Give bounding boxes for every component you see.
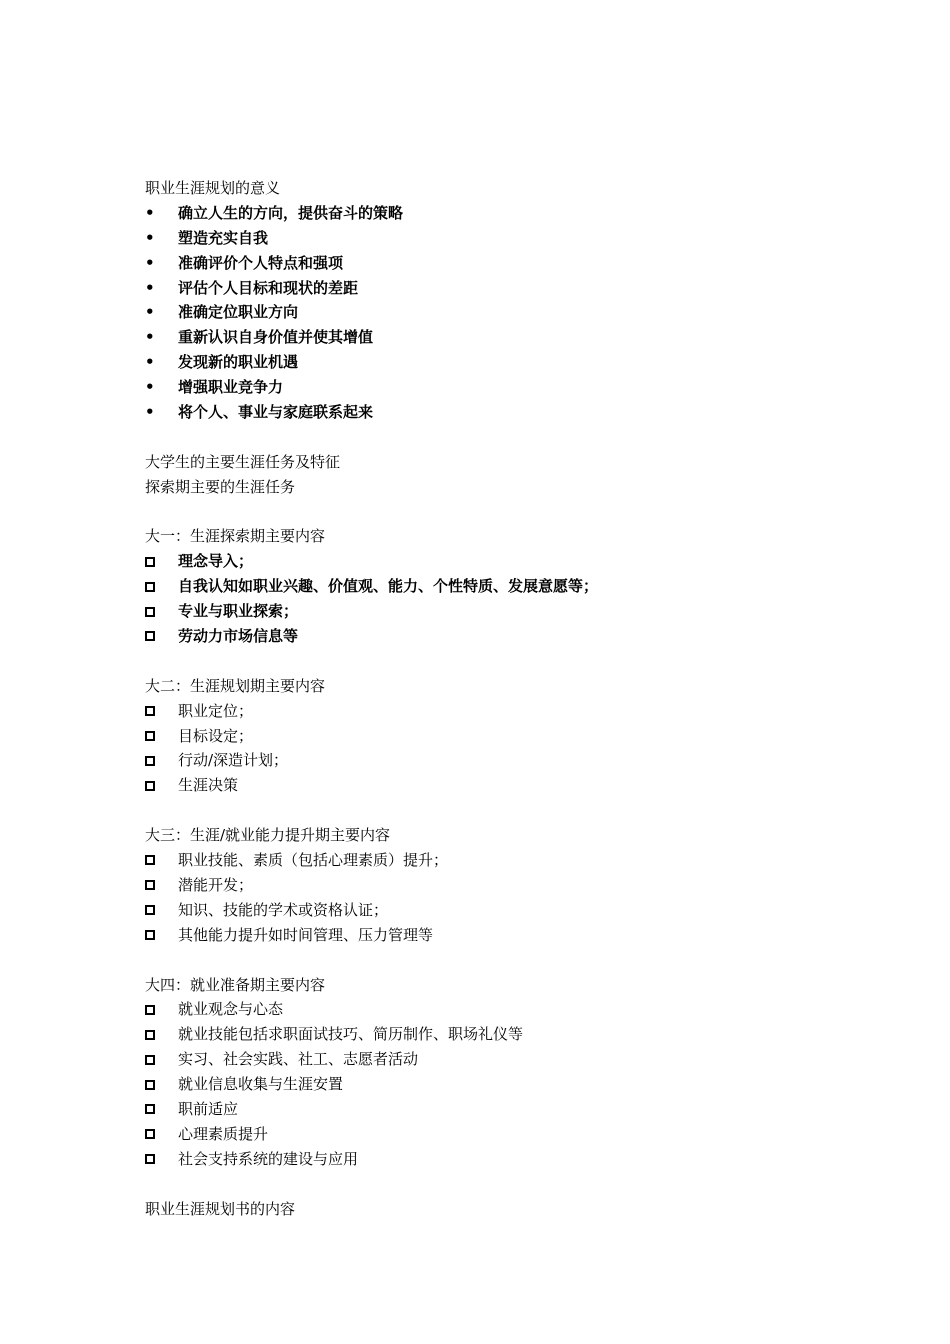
list-item: • 确立人生的方向，提供奋斗的策略 — [145, 201, 905, 226]
list-item: • 增强职业竞争力 — [145, 375, 905, 400]
blank-line — [145, 1172, 905, 1197]
list-item: 就业观念与心态 — [145, 997, 905, 1022]
blank-line — [145, 948, 905, 973]
checkbox-marker-icon — [145, 582, 178, 592]
section-title-significance: 职业生涯规划的意义 — [145, 179, 281, 197]
checkbox-marker-icon — [145, 557, 178, 567]
blank-line — [145, 425, 905, 450]
checkbox-marker-icon — [145, 731, 178, 741]
document-page — [145, 176, 905, 1221]
year2-title: 大二：生涯规划期主要内容 — [145, 676, 326, 695]
checkbox-marker-icon — [145, 756, 178, 766]
section-title-tasks: 大学生的主要生涯任务及特征 — [145, 452, 341, 471]
section-title-plan-contents: 职业生涯规划书的内容 — [145, 1199, 296, 1218]
bullet-marker: • — [145, 328, 155, 347]
list-item: • 准确定位职业方向 — [145, 300, 905, 325]
list-item: 职业定位； — [145, 699, 905, 724]
list-item: 自我认知如职业兴趣、价值观、能力、个性特质、发展意愿等； — [145, 574, 905, 599]
list-item: • 塑造充实自我 — [145, 226, 905, 251]
list-item: 专业与职业探索； — [145, 599, 905, 624]
bullet-marker: • — [145, 353, 155, 372]
bullet-marker: • — [145, 253, 155, 272]
list-item: 劳动力市场信息等 — [145, 624, 905, 649]
checkbox-marker-icon — [145, 905, 178, 915]
bullet-marker: • — [145, 203, 155, 222]
list-item: • 发现新的职业机遇 — [145, 350, 905, 375]
list-item: 潜能开发； — [145, 873, 905, 898]
significance-list — [145, 201, 905, 425]
section-subtitle-exploration: 探索期主要的生涯任务 — [145, 477, 296, 496]
list-item: 实习、社会实践、社工、志愿者活动 — [145, 1047, 905, 1072]
list-item: 社会支持系统的建设与应用 — [145, 1147, 905, 1172]
bullet-marker: • — [145, 228, 155, 247]
checkbox-marker-icon — [145, 1154, 178, 1164]
list-item: 目标设定； — [145, 724, 905, 749]
list-item: • 评估个人目标和现状的差距 — [145, 276, 905, 301]
checkbox-marker-icon — [145, 1055, 178, 1065]
checkbox-marker-icon — [145, 631, 178, 641]
year3-title: 大三：生涯/就业能力提升期主要内容 — [145, 826, 391, 845]
bullet-marker: • — [145, 403, 155, 422]
list-item: 职业技能、素质（包括心理素质）提升； — [145, 848, 905, 873]
list-item: 理念导入； — [145, 549, 905, 574]
checkbox-marker-icon — [145, 855, 178, 865]
list-item: 其他能力提升如时间管理、压力管理等 — [145, 923, 905, 948]
checkbox-marker-icon — [145, 1104, 178, 1114]
list-item: • 将个人、事业与家庭联系起来 — [145, 400, 905, 425]
list-item: • 重新认识自身价值并使其增值 — [145, 325, 905, 350]
bullet-marker: • — [145, 303, 155, 322]
bullet-marker: • — [145, 378, 155, 397]
checkbox-marker-icon — [145, 1080, 178, 1090]
list-item: 生涯决策 — [145, 773, 905, 798]
checkbox-marker-icon — [145, 1030, 178, 1040]
list-item: 就业技能包括求职面试技巧、简历制作、职场礼仪等 — [145, 1022, 905, 1047]
checkbox-marker-icon — [145, 706, 178, 716]
checkbox-marker-icon — [145, 781, 178, 791]
list-item: 就业信息收集与生涯安置 — [145, 1072, 905, 1097]
checkbox-marker-icon — [145, 1129, 178, 1139]
year1-title: 大一：生涯探索期主要内容 — [145, 527, 326, 546]
blank-line — [145, 798, 905, 823]
list-item: 职前适应 — [145, 1097, 905, 1122]
list-item: 心理素质提升 — [145, 1122, 905, 1147]
list-item: • 准确评价个人特点和强项 — [145, 251, 905, 276]
list-item: 行动/深造计划； — [145, 748, 905, 773]
checkbox-marker-icon — [145, 1005, 178, 1015]
year4-title: 大四：就业准备期主要内容 — [145, 975, 326, 994]
checkbox-marker-icon — [145, 880, 178, 890]
checkbox-marker-icon — [145, 607, 178, 617]
bullet-marker: • — [145, 278, 155, 297]
list-item: 知识、技能的学术或资格认证； — [145, 898, 905, 923]
blank-line — [145, 500, 905, 525]
checkbox-marker-icon — [145, 930, 178, 940]
blank-line — [145, 649, 905, 674]
